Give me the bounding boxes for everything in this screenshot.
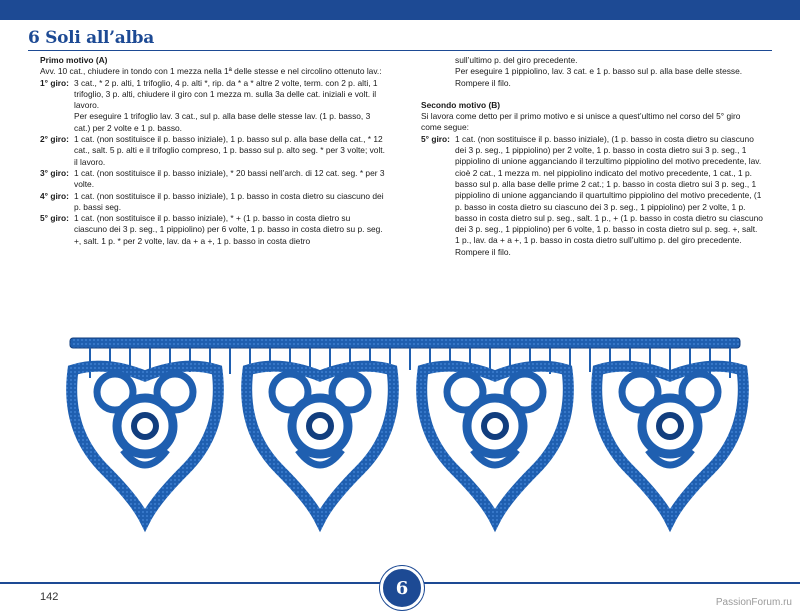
round-label: 5° giro: <box>40 213 69 224</box>
round-text: 1 cat. (non sostituisce il p. basso iniziale), * + (1 p. basso in costa dietro su ciascuno dei 3 p. seg., 1 pippiolino) per 6 volte, 1 p. basso in costa dietro su p. seg. +, salt. 1 p. * per 2 volte, lav. da + a +, 1 p. basso in costa dietro <box>74 213 383 246</box>
round-label: 5° giro: <box>421 133 450 144</box>
continuation-line: sull’ultimo p. del giro precedente. <box>455 55 578 65</box>
lace-motif <box>72 366 219 520</box>
pippiolino-note: Per eseguire 1 pippiolino, lav. 3 cat. e 1 p. basso sul p. alla base delle stesse. <box>455 66 743 77</box>
round-row <box>421 134 763 258</box>
left-column <box>40 55 385 247</box>
round-label: 1° giro: <box>40 77 69 88</box>
lace-motif <box>422 366 569 520</box>
page-number: 142 <box>40 591 59 603</box>
round-text: 1 cat. (non sostituisce il p. basso iniziale), * 20 bassi nell’arch. di 12 cat. seg. * per 3 volte. <box>74 167 385 190</box>
trifoglio-note: Per eseguire 1 trifoglio lav. 3 cat., sul p. alla base delle stesse lav. (1 p. basso, 3 cat.) per 2 volte e 1 p. basso. <box>74 111 371 133</box>
chapter-badge: 6 <box>380 566 424 610</box>
break-thread-note: Rompere il filo. <box>455 77 511 88</box>
round-label: 3° giro: <box>40 167 69 178</box>
round-text: 1 cat. (non sostituisce il p. basso iniziale), 1 p. basso in costa dietro su ciascuno dei p. bassi seg. <box>74 190 384 212</box>
round-row <box>40 78 385 112</box>
right-column <box>421 55 763 258</box>
intro-primo: Avv. 10 cat., chiudere in tondo con 1 mezza nella 1ª delle stesse e nel circolino ottenuto lav.: <box>40 66 382 77</box>
round-text: 1 cat. (non sostituisce il p. basso iniziale), (1 p. basso in costa dietro su ciascuno dei 3 p. seg., 1 pippiolino) per 2 volte, 1 p. basso in costa dietro sui 3 p. seg., 1 pippiolino di unione agganciando il terzultimo pippiolino del motivo precedente, lav. cioè 2 cat., 1 mezza m. nel pippiolino indicato del motivo precedente, 1 cat., 1 p. basso sul p. alla base delle prime 2 cat.; 1 p. basso in costa dietro sui 3 p. seg., 1 pippiolino di unione agganciando il quartultimo pippiolino del motivo precedente, (1 p. basso in costa dietro su ciascuno dei 3 p. seg., 1 pippiolino) per 2 volte, 1 p. basso in costa dietro sul p. seg., salt. 1 p., + (1 p. basso in costa dietro su ciascuno dei 3 p. seg., 1 pippiolino) per 6 volte, 1 p. basso in costa dietro sul p. seg. +, salt. 1 p., lav. da + a +, 1 p. basso in costa dietro sull’ultimo p. del giro precedente. Rompere il filo. <box>455 133 763 257</box>
round-row <box>40 134 385 168</box>
round-label: 4° giro: <box>40 190 69 201</box>
crochet-lace-photo <box>60 330 760 535</box>
round-row <box>40 191 385 214</box>
page-title: 6 Soli all’alba <box>28 28 154 48</box>
lace-motif <box>597 366 744 520</box>
lace-motif <box>247 366 394 520</box>
site-watermark: PassionForum.ru <box>715 597 792 608</box>
intro-secondo: Si lavora come detto per il primo motivo e si unisce a quest’ultimo nel corso del 5° giro come segue: <box>421 111 741 133</box>
title-rule <box>28 50 772 51</box>
round-row <box>40 213 385 247</box>
section-title-primo: Primo motivo (A) <box>40 55 108 65</box>
round-text: 1 cat. (non sostituisce il p. basso iniziale), 1 p. basso sul p. alla base della cat., * 12 cat., salt. 5 p. alti e il trifoglio compreso, 1 p. basso sul p. alto seg. * per 3 volte; volt. il lavoro. <box>74 134 385 167</box>
section-title-secondo: Secondo motivo (B) <box>421 99 501 110</box>
top-color-bar <box>0 0 800 20</box>
round-row <box>40 168 385 191</box>
round-text: 3 cat., * 2 p. alti, 1 trifoglio, 4 p. alti *, rip. da * a * altre 2 volte, term. con 2 p. alti, 1 trifoglio, 3 p. alti, chiudere il giro con 1 mezza m. sulla 3a delle cat. iniziali e volt. il lavoro. <box>74 77 378 111</box>
round-label: 2° giro: <box>40 134 69 145</box>
